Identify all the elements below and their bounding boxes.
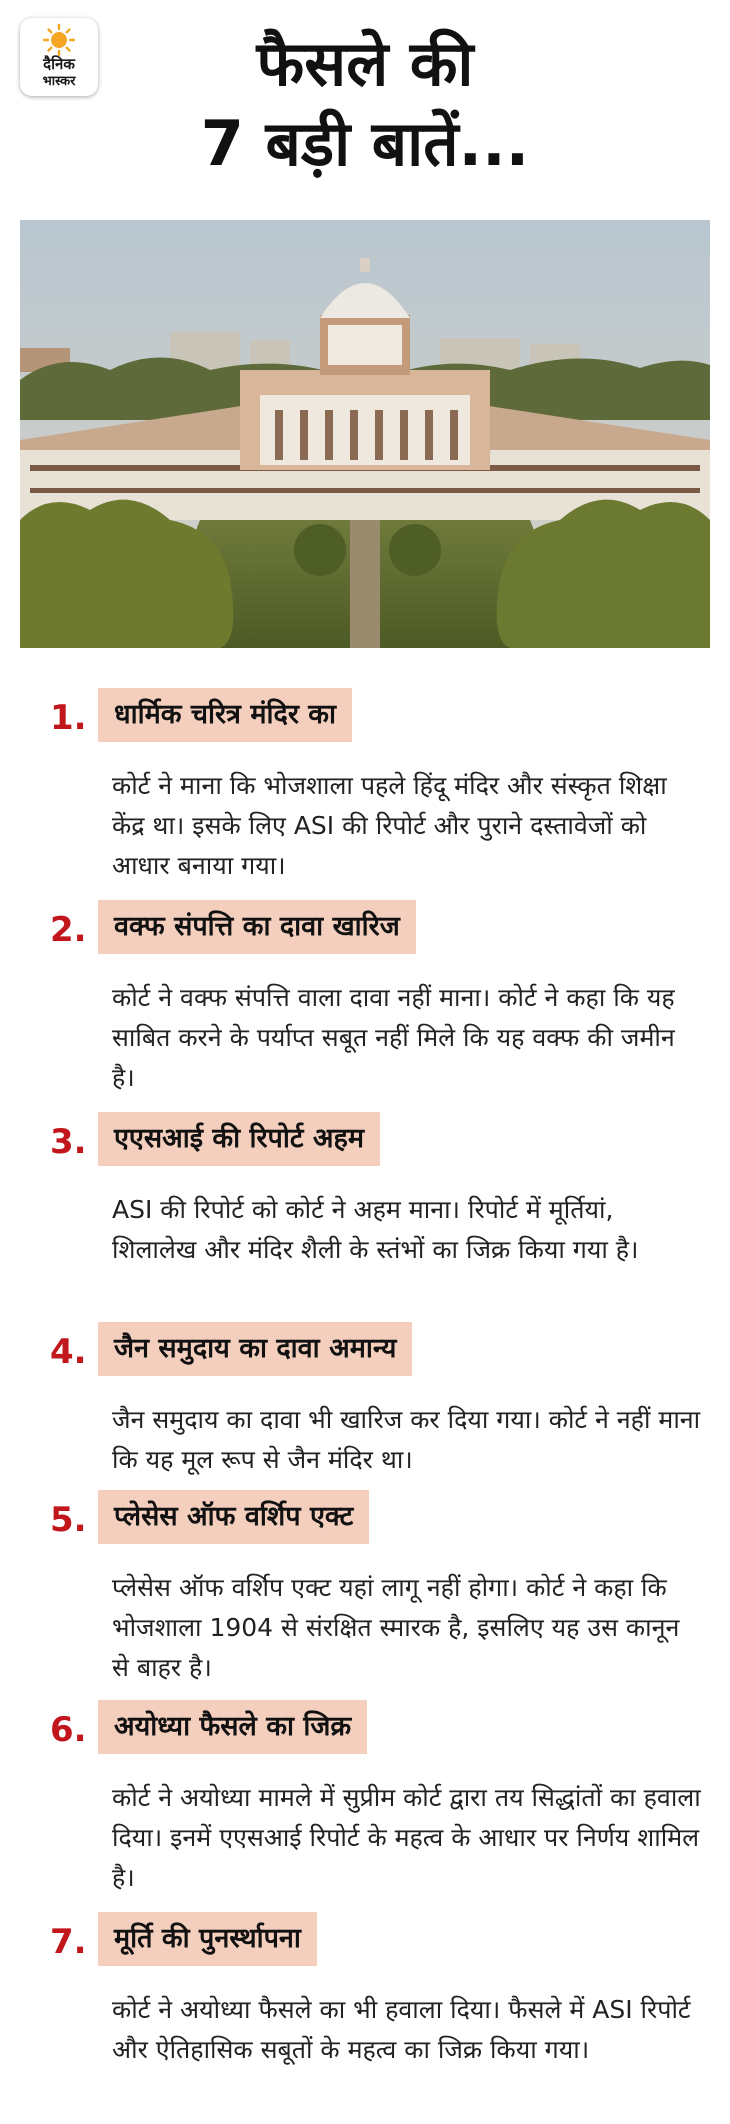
page-title: [120, 24, 610, 184]
point-description: ASI की रिपोर्ट को कोर्ट ने अहम माना। रिपोर्ट में मूर्तियां, शिलालेख और मंदिर शैली के स्तंभों का जिक्र किया गया है।: [112, 1195, 639, 1264]
point-title: प्लेसेस ऑफ वर्शिप एक्ट: [98, 1490, 369, 1544]
point-description: कोर्ट ने अयोध्या मामले में सुप्रीम कोर्ट द्वारा तय सिद्धांतों का हवाला दिया। इनमें एएसआई रिपोर्ट के महत्व के आधार पर निर्णय शामिल है।: [112, 1783, 701, 1892]
point-title: जैन समुदाय का दावा अमान्य: [98, 1322, 412, 1376]
point-title: वक्फ संपत्ति का दावा खारिज: [98, 900, 416, 954]
point-number: 7.: [50, 1922, 87, 1962]
point-number: 4.: [50, 1332, 87, 1372]
point-description: कोर्ट ने माना कि भोजशाला पहले हिंदू मंदिर और संस्कृत शिक्षा केंद्र था। इसके लिए ASI की रिपोर्ट और पुराने दस्तावेजों को आधार बनाया गया।: [112, 771, 667, 880]
point-number: 2.: [50, 910, 87, 950]
point-title: अयोध्या फैसले का जिक्र: [98, 1700, 367, 1754]
dainik-bhaskar-logo[interactable]: [20, 18, 98, 96]
page-title-line-1: फैसले की: [256, 27, 474, 100]
point-number: 5.: [50, 1500, 87, 1540]
point-description: प्लेसेस ऑफ वर्शिप एक्ट यहां लागू नहीं होगा। कोर्ट ने कहा कि भोजशाला 1904 से संरक्षित स्मारक है, इसलिए यह उस कानून से बाहर है।: [112, 1573, 680, 1682]
logo-line-1: दैनिक: [43, 55, 75, 73]
point-title: मूर्ति की पुनर्स्थापना: [98, 1912, 317, 1966]
point-description: कोर्ट ने वक्फ संपत्ति वाला दावा नहीं माना। कोर्ट ने कहा कि यह साबित करने के पर्याप्त सबूत नहीं मिले कि यह वक्फ की जमीन है।: [112, 983, 675, 1092]
supreme-court-building-illustration: [20, 220, 710, 648]
logo-line-2: भास्कर: [42, 74, 76, 89]
point-description: कोर्ट ने अयोध्या फैसले का भी हवाला दिया। फैसले में ASI रिपोर्ट और ऐतिहासिक सबूतों के महत्व का जिक्र किया गया।: [112, 1995, 691, 2064]
hero-image: [20, 220, 710, 648]
point-number: 3.: [50, 1122, 87, 1162]
point-title: एएसआई की रिपोर्ट अहम: [98, 1112, 380, 1166]
point-number: 6.: [50, 1710, 87, 1750]
point-title: धार्मिक चरित्र मंदिर का: [98, 688, 352, 742]
page-title-line-2: 7 बड़ी बातें...: [200, 107, 530, 180]
point-number: 1.: [50, 698, 87, 738]
point-description: जैन समुदाय का दावा भी खारिज कर दिया गया। कोर्ट ने नहीं माना कि यह मूल रूप से जैन मंदिर था।: [112, 1405, 701, 1474]
